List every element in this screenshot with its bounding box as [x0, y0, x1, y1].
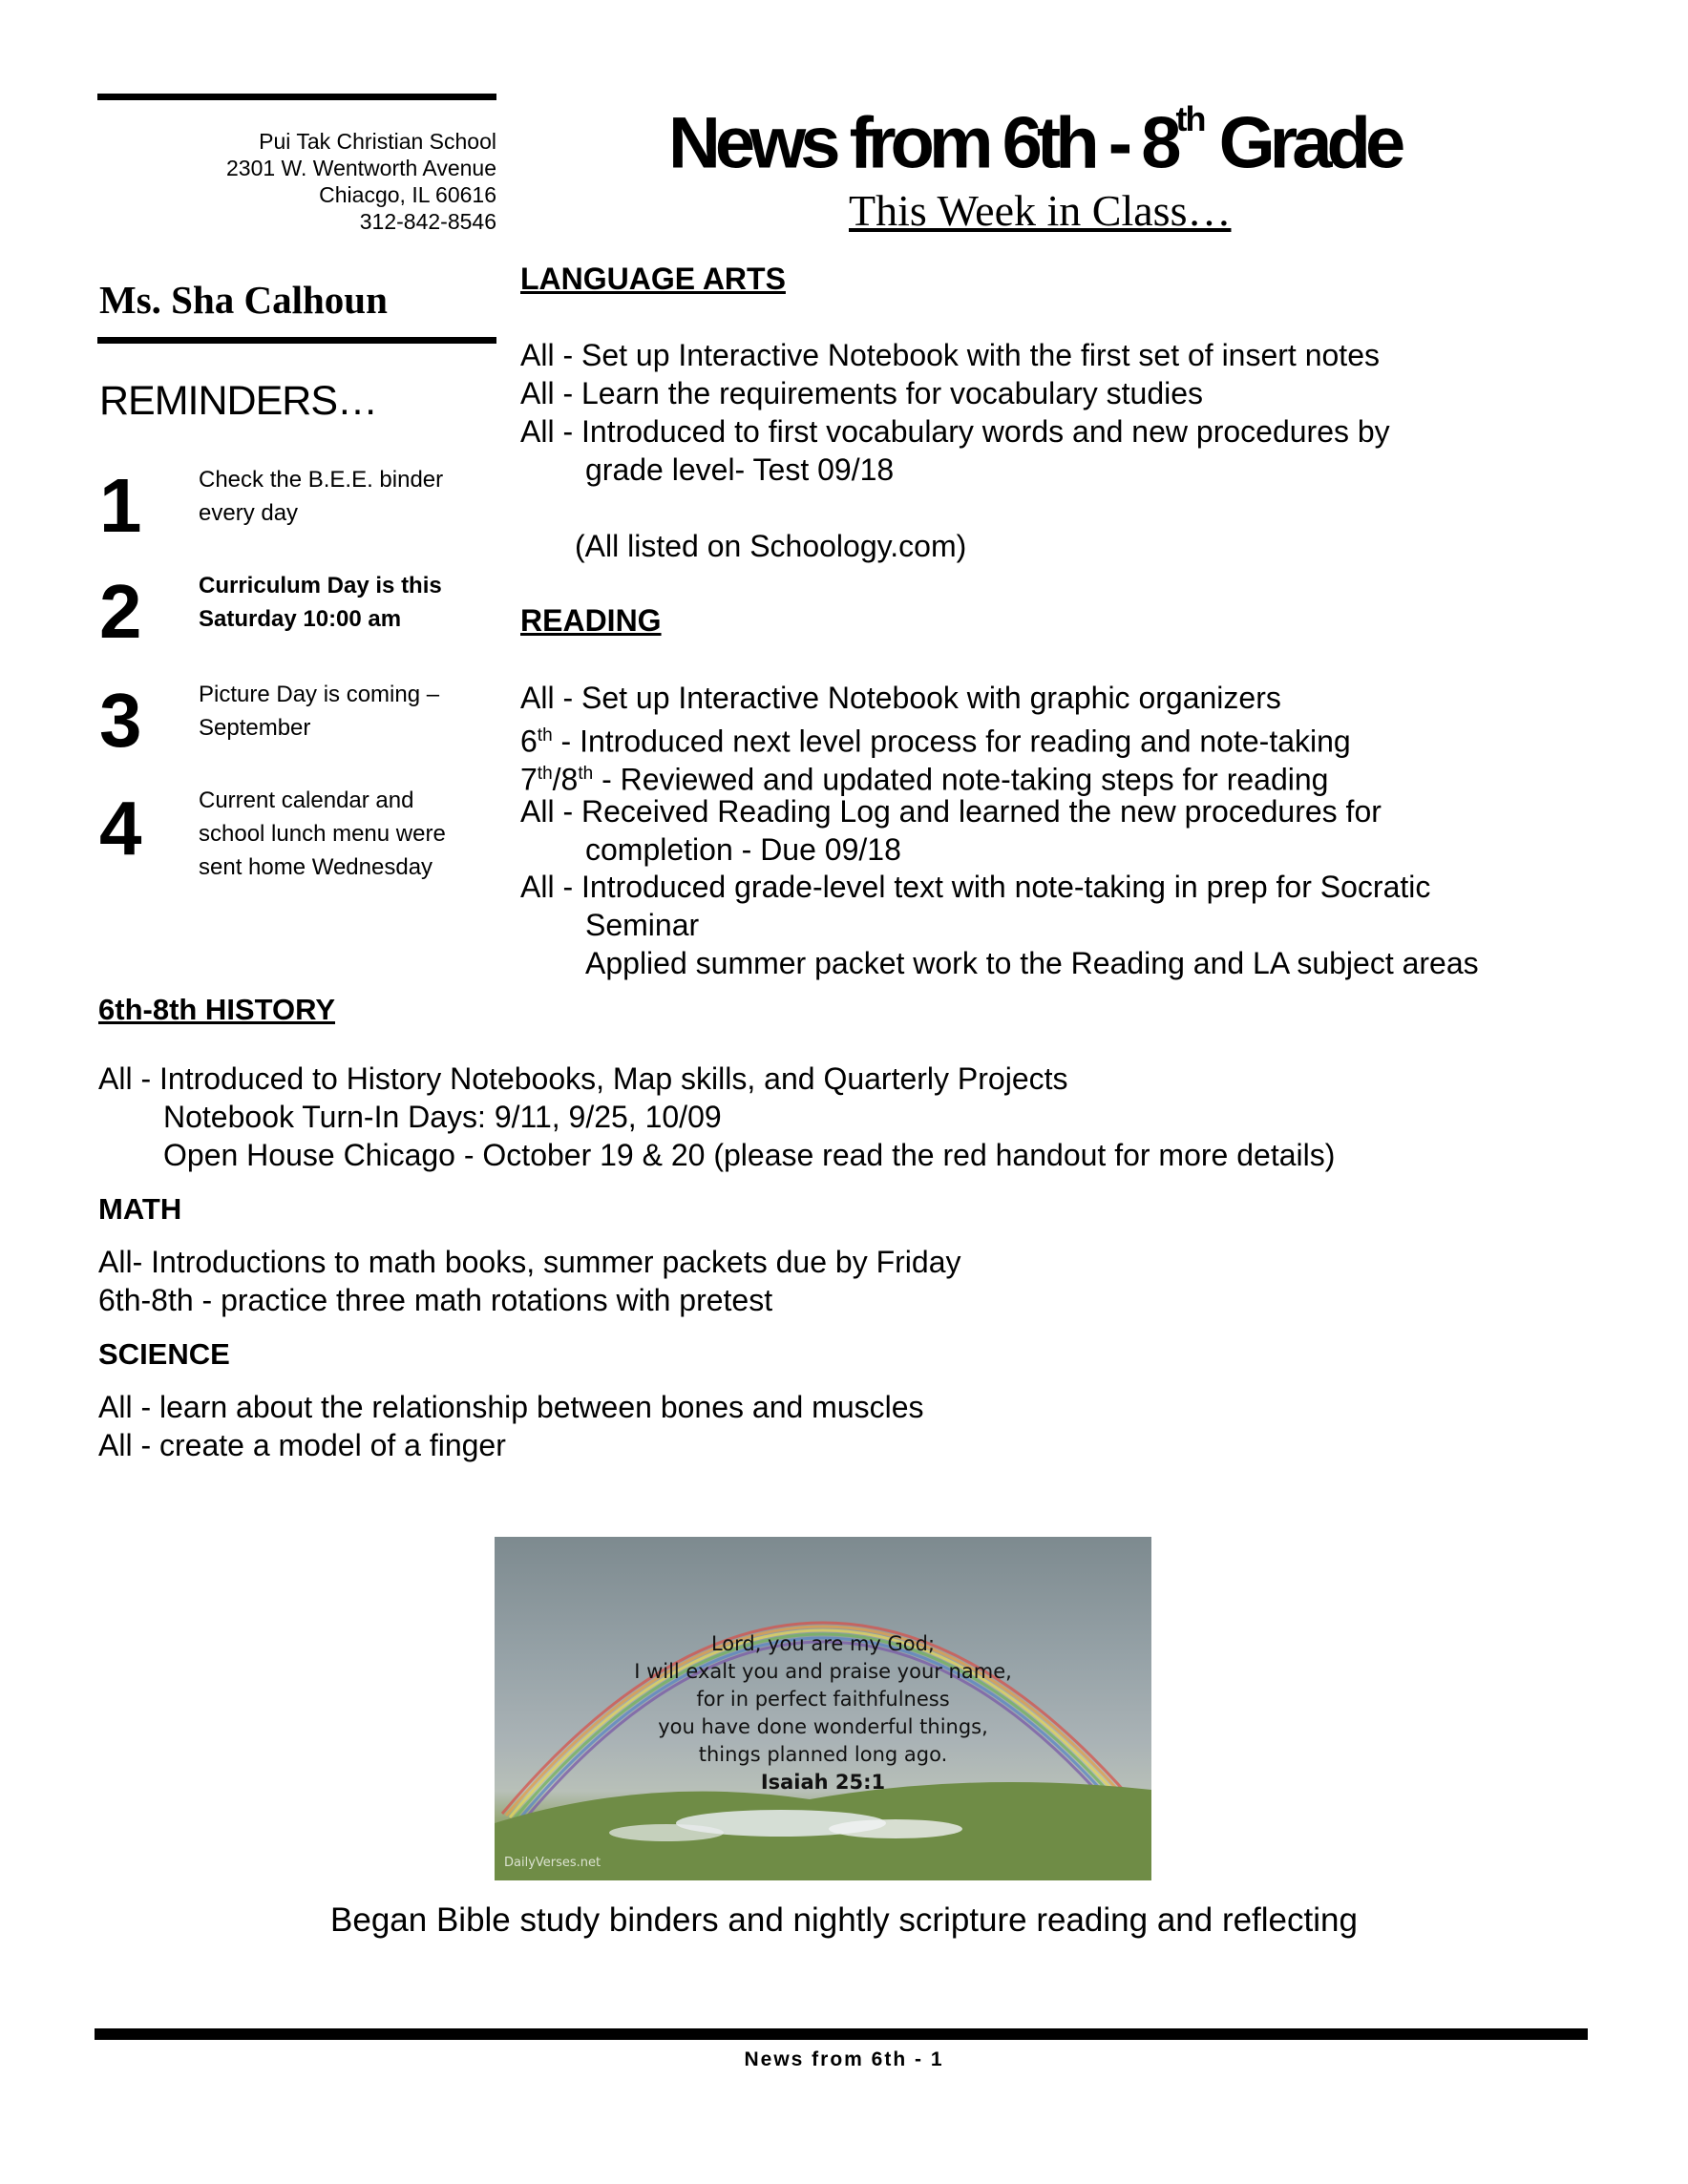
- language-arts-heading: LANGUAGE ARTS: [520, 262, 786, 296]
- history-line: All - Introduced to History Notebooks, Map skills, and Quarterly Projects: [98, 1061, 1068, 1096]
- language-arts-note: (All listed on Schoology.com): [575, 529, 967, 563]
- school-city: Chiacgo, IL 60616: [319, 182, 496, 207]
- verse-line: I will exalt you and praise your name,: [634, 1660, 1012, 1683]
- reminder-text: [199, 784, 504, 884]
- reminder-number: 4: [99, 786, 142, 871]
- reading-line: All - Received Reading Log and learned the new procedures for: [520, 794, 1382, 829]
- school-name: Pui Tak Christian School: [259, 129, 496, 154]
- reminder-text: [199, 463, 504, 530]
- masthead-title: [668, 88, 1400, 186]
- verse-line: for in perfect faithfulness: [696, 1688, 950, 1711]
- reading-line: completion - Due 09/18: [585, 832, 901, 867]
- reminder-line: sent home Wednesday: [199, 854, 433, 880]
- mid-left-rule: [97, 337, 496, 344]
- masthead-subtitle: This Week in Class…: [849, 186, 1232, 235]
- reminder-text: [199, 678, 504, 745]
- verse-reference: Isaiah 25:1: [760, 1771, 886, 1794]
- reminder-line: September: [199, 715, 311, 741]
- reminder-number: 2: [99, 569, 142, 654]
- math-line: 6th-8th - practice three math rotations with pretest: [98, 1283, 773, 1317]
- reminders-title: REMINDERS…: [99, 378, 378, 424]
- verse-line: Lord, you are my God;: [710, 1632, 936, 1655]
- reading-line: All - Introduced grade-level text with note-taking in prep for Socratic: [520, 870, 1431, 904]
- reminder-line: Current calendar and: [199, 788, 414, 813]
- page-footer: News from 6th - 1: [744, 2048, 944, 2070]
- reminder-line: Curriculum Day is this: [199, 573, 442, 598]
- image-watermark: DailyVerses.net: [504, 1856, 601, 1870]
- reminder-number: 3: [99, 678, 142, 763]
- reminder-line: Check the B.E.E. binder: [199, 467, 444, 493]
- reminder-line: every day: [199, 500, 299, 526]
- masthead-title-post: Grade: [1204, 102, 1401, 184]
- bottom-rule: [95, 2028, 1588, 2040]
- language-arts-line: All - Introduced to first vocabulary words and new procedures by: [520, 414, 1390, 449]
- reminder-line: Saturday 10:00 am: [199, 606, 402, 632]
- language-arts-line: All - Learn the requirements for vocabulary studies: [520, 376, 1204, 410]
- reading-line: 7th/8th - Reviewed and updated note-taking steps for reading: [520, 762, 1329, 797]
- reading-line: 6th - Introduced next level process for reading and note-taking: [520, 724, 1351, 759]
- history-heading: 6th-8th HISTORY: [98, 993, 336, 1026]
- science-line: All - create a model of a finger: [98, 1428, 506, 1462]
- history-line: Open House Chicago - October 19 & 20 (please read the red handout for more details): [163, 1138, 1336, 1172]
- masthead-title-sup: th: [1175, 99, 1205, 138]
- reminder-line: school lunch menu were: [199, 821, 446, 847]
- reminder-line: Picture Day is coming –: [199, 682, 440, 707]
- language-arts-line: All - Set up Interactive Notebook with the first set of insert notes: [520, 338, 1380, 372]
- reminder-text: [199, 569, 504, 636]
- verse-line: you have done wonderful things,: [658, 1715, 988, 1738]
- science-line: All - learn about the relationship between bones and muscles: [98, 1390, 924, 1424]
- science-heading: SCIENCE: [98, 1337, 230, 1371]
- verse-image: [495, 1537, 1151, 1880]
- reading-line: All - Set up Interactive Notebook with graphic organizers: [520, 681, 1281, 715]
- reading-line: Seminar: [585, 908, 700, 942]
- school-street: 2301 W. Wentworth Avenue: [226, 156, 496, 180]
- image-caption: Began Bible study binders and nightly scripture reading and reflecting: [330, 1901, 1358, 1939]
- reading-line: Applied summer packet work to the Reading and LA subject areas: [585, 946, 1479, 980]
- verse-text: [495, 1630, 1151, 1796]
- math-line: All- Introductions to math books, summer packets due by Friday: [98, 1245, 961, 1279]
- math-heading: MATH: [98, 1192, 182, 1226]
- reminder-number: 1: [99, 463, 142, 548]
- school-phone: 312-842-8546: [359, 209, 496, 234]
- top-left-rule: [97, 94, 496, 100]
- language-arts-line: grade level- Test 09/18: [585, 452, 895, 487]
- school-address: [143, 128, 496, 235]
- verse-line: things planned long ago.: [698, 1743, 948, 1766]
- reading-heading: READING: [520, 603, 662, 638]
- history-line: Notebook Turn-In Days: 9/11, 9/25, 10/09: [163, 1100, 722, 1134]
- masthead-title-pre: News from 6th - 8: [668, 102, 1176, 184]
- teacher-name: Ms. Sha Calhoun: [99, 278, 388, 322]
